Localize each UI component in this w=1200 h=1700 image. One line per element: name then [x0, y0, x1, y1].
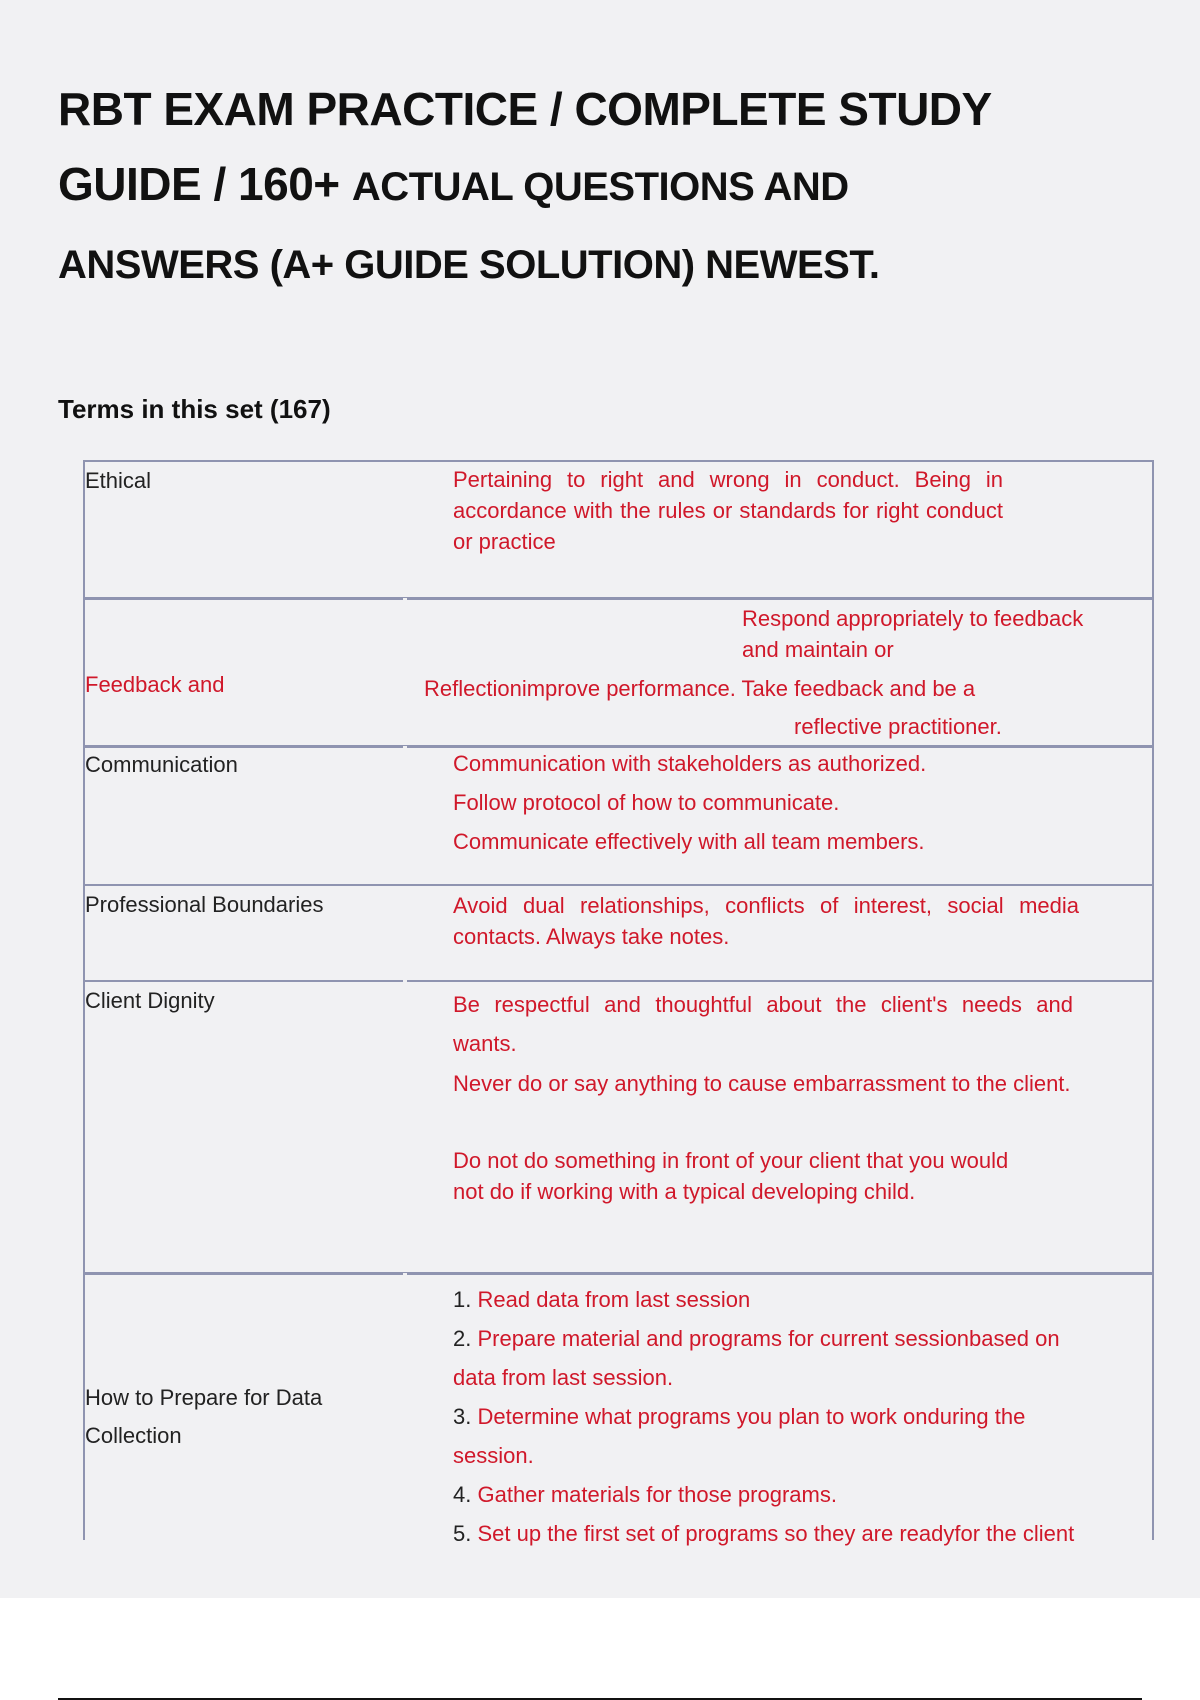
document-title [58, 72, 1138, 303]
table-row [85, 1275, 1152, 1546]
definition-line: Respond appropriately to feedback [742, 606, 1084, 631]
table-row [85, 886, 1152, 982]
term-cell: Professional Boundaries [85, 892, 324, 917]
list-item [453, 1397, 1093, 1475]
list-item-text: Determine what programs you plan to work onduring the session. [453, 1404, 1026, 1468]
definition-line: Be respectful and thoughtful about the client's needs and wants. [453, 992, 1073, 1056]
definition-cell: Pertaining to right and wrong in conduct. Being in accordance with the rules or standards for right conduct or practice [453, 467, 1003, 554]
list-number: 2. [453, 1326, 472, 1351]
list-item [453, 1280, 1093, 1319]
term-cell: Communication [85, 752, 238, 777]
definition-line: reflective practitioner. [794, 714, 1002, 739]
term-cell: Client Dignity [85, 988, 215, 1013]
table-row [85, 748, 1152, 886]
title-line-2-small: ACTUAL QUESTIONS AND [351, 165, 849, 209]
definition-line: Never do or say anything to cause embarrassment to the client. [453, 1071, 1071, 1096]
list-item-text: Read data from last session [477, 1287, 751, 1312]
list-item [453, 1514, 1093, 1553]
numbered-list [453, 1280, 1093, 1553]
table-row [85, 982, 1152, 1275]
definition-line: Follow protocol of how to communicate. [453, 790, 840, 815]
definition-line: Communication with stakeholders as authorized. [453, 751, 927, 776]
definition-line: Communicate effectively with all team members. [453, 829, 925, 854]
term-cell: Feedback and [85, 672, 225, 697]
list-number: 3. [453, 1404, 472, 1429]
table-row [85, 600, 1152, 748]
list-item [453, 1475, 1093, 1514]
title-line-3: ANSWERS (A+ GUIDE SOLUTION) NEWEST. [58, 243, 880, 287]
definition-line: Reflectionimprove performance. Take feedback and be a [424, 676, 976, 701]
list-item-text: Set up the first set of programs so they are readyfor the client [477, 1521, 1075, 1546]
list-item-text: Prepare material and programs for current sessionbased on data from last session. [453, 1326, 1060, 1390]
list-number: 1. [453, 1287, 472, 1312]
table-row [85, 462, 1152, 600]
terms-count-heading: Terms in this set (167) [58, 394, 331, 424]
term-cell: Ethical [85, 468, 152, 493]
list-number: 4. [453, 1482, 472, 1507]
list-item-text: Gather materials for those programs. [477, 1482, 837, 1507]
definition-line: and maintain or [742, 637, 894, 662]
title-line-1: RBT EXAM PRACTICE / COMPLETE STUDY [58, 83, 992, 135]
term-cell-line: How to Prepare for Data [85, 1385, 323, 1410]
list-number: 5. [453, 1521, 472, 1546]
term-cell-line: Collection [85, 1423, 182, 1448]
definition-cell: Avoid dual relationships, conflicts of interest, social media contacts. Always take notes. [453, 893, 1079, 949]
terms-table [83, 460, 1154, 1546]
list-item [453, 1319, 1093, 1397]
title-line-2-large: GUIDE / 160+ [58, 158, 340, 210]
definition-line: Do not do something in front of your client that you would not do if working with a typical developing child. [453, 1148, 1009, 1204]
